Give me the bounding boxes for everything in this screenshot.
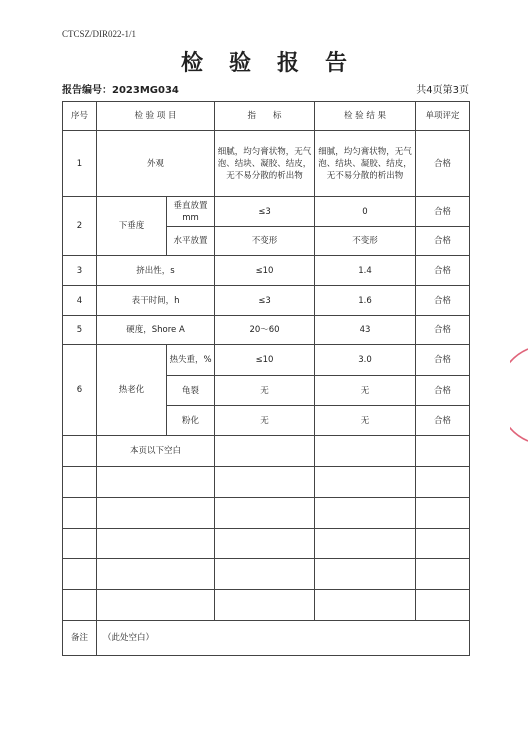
empty-cell [63,436,97,467]
table-header-row [63,102,470,131]
row-subitem: 水平放置 [167,227,215,256]
row-spec: 无 [215,376,315,406]
row-seq: 2 [63,197,97,256]
row-spec: 细腻，均匀膏状物，无气泡、结块、凝胶、结皮，无不易分散的析出物 [215,131,315,197]
row-spec: 无 [215,406,315,436]
empty-cell [215,436,315,467]
row-judge: 合格 [416,131,470,197]
table-row [63,131,470,197]
row-result: 3.0 [315,345,416,376]
header-judge: 单项评定 [416,102,470,131]
blank-note-row [63,436,470,467]
report-title: 检验报告 [180,50,373,76]
row-judge: 合格 [416,256,470,286]
row-item: 外观 [97,131,215,197]
row-result: 1.6 [315,286,416,316]
header-spec: 指 标 [215,102,315,131]
inspection-table [62,101,470,656]
row-spec: ≤10 [215,256,315,286]
row-spec: 不变形 [215,227,315,256]
row-item: 热老化 [97,345,167,436]
table-row [63,256,470,286]
remark-row [63,621,470,656]
row-judge: 合格 [416,406,470,436]
header-result: 检 验 结 果 [315,102,416,131]
row-judge: 合格 [416,197,470,227]
row-result: 1.4 [315,256,416,286]
row-seq: 1 [63,131,97,197]
table-row [63,286,470,316]
row-item: 表干时间，h [97,286,215,316]
remark-label: 备注 [63,621,97,656]
row-item: 下垂度 [97,197,167,256]
row-seq: 5 [63,316,97,345]
row-subitem: 热失重，% [167,345,215,376]
table-row [63,316,470,345]
row-result: 43 [315,316,416,345]
seal-stamp [510,345,528,445]
row-judge: 合格 [416,316,470,345]
empty-row [63,559,470,590]
row-subitem: 垂直放置 mm [167,197,215,227]
row-result: 不变形 [315,227,416,256]
row-spec: 20～60 [215,316,315,345]
row-seq: 4 [63,286,97,316]
row-judge: 合格 [416,227,470,256]
page-info: 共4页第3页 [416,85,469,96]
report-number: 报告编号：2023MG034 [62,85,179,96]
header-seq: 序号 [63,102,97,131]
row-spec: ≤3 [215,197,315,227]
row-seq: 6 [63,345,97,436]
row-subitem: 粉化 [167,406,215,436]
row-result: 细腻，均匀膏状物，无气泡、结块、凝胶、结皮，无不易分散的析出物 [315,131,416,197]
header-item: 检 验 项 目 [97,102,215,131]
row-result: 0 [315,197,416,227]
document-code: CTCSZ/DIR022-1/1 [62,29,137,39]
empty-row [63,590,470,621]
empty-row [63,498,470,529]
row-seq: 3 [63,256,97,286]
empty-row [63,467,470,498]
row-spec: ≤10 [215,345,315,376]
row-judge: 合格 [416,376,470,406]
blank-note: 本页以下空白 [97,436,215,467]
row-result: 无 [315,406,416,436]
empty-row [63,529,470,559]
row-item: 硬度，Shore A [97,316,215,345]
row-judge: 合格 [416,286,470,316]
table-row [63,345,470,376]
row-result: 无 [315,376,416,406]
row-spec: ≤3 [215,286,315,316]
row-item: 挤出性，s [97,256,215,286]
row-subitem: 龟裂 [167,376,215,406]
empty-cell [416,436,470,467]
row-judge: 合格 [416,345,470,376]
empty-cell [315,436,416,467]
table-row [63,197,470,227]
remark-text: （此处空白） [97,621,470,656]
